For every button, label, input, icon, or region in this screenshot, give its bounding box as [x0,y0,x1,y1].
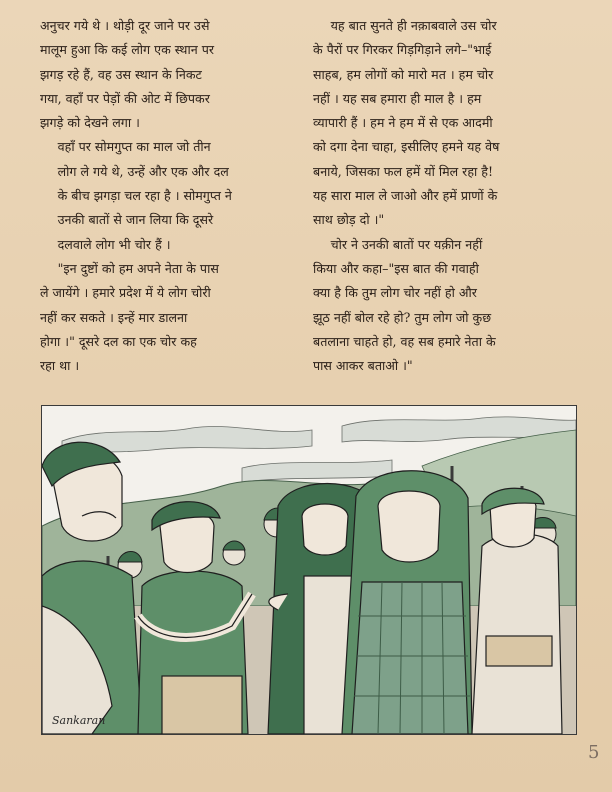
text-line: चोर ने उनकी बातों पर यक़ीन नहीं [330,236,483,252]
text-line: व्यापारी हैं । हम ने हम में से एक आदमी [313,115,493,131]
text-line: अनुचर गये थे । थोड़ी दूर जाने पर उसे [40,18,210,33]
text-line: बनाये, जिसका फल हमें यों मिल रहा है! [313,163,494,179]
text-line: मालूम हुआ कि कई लोग एक स्थान पर [40,42,215,58]
text-line: रहा था । [40,358,80,374]
text-line: उनकी बातों से जान लिया कि दूसरे [57,212,214,228]
text-line: के बीच झगड़ा चल रहा है । सोमगुप्त ने [57,188,232,204]
text-line: झगड़ रहे हैं, वह उस स्थान के निकट [40,66,202,82]
text-line: यह सारा माल ले जाओ और हमें प्राणों के [313,188,498,204]
text-line: झूठ नहीं बोल रहे हो? तुम लोग जो कुछ [313,309,492,325]
paragraph [40,14,306,135]
text-line: के पैरों पर गिरकर गिड़गिड़ाने लगे–"भाई [313,42,492,58]
text-line: पास आकर बताओ ।" [313,358,413,374]
text-line: दलवाले लोग भी चोर हैं । [57,236,171,252]
text-line: को दगा देना चाहा, इसीलिए हमने यह वेष [313,139,500,155]
text-line: होगा ।" दूसरे दल का एक चोर कह [40,333,197,349]
text-line: नहीं कर सकते । इन्हें मार डालना [40,309,188,325]
text-line: ले जायेंगे । हमारे प्रदेश में ये लोग चोरी [40,285,211,301]
text-line: साथ छोड़ दो ।" [313,212,385,228]
artist-signature: Sankaran [52,714,106,727]
text-line: बतलाना चाहते हो, वह सब हमारे नेता के [313,333,496,349]
paragraph [313,233,579,379]
text-line: किया और कहा–"इस बात की गवाही [313,260,479,276]
text-line: "इन दुष्टों को हम अपने नेता के पास [57,260,219,276]
right-text-column [313,14,579,378]
text-line: नहीं । यह सब हमारा ही माल है । हम [313,90,482,106]
text-line: गया, वहाँ पर पेड़ों की ओट में छिपकर [40,90,210,106]
text-line: लोग ले गये थे, उन्हें और एक और दल [57,163,229,179]
illustration-drawing [42,406,576,734]
page-number: 5 [588,742,600,763]
text-line: यह बात सुनते ही नक़ाबवाले उस चोर [330,18,497,33]
left-text-column [40,14,306,378]
paragraph [313,14,579,233]
story-illustration [41,405,577,735]
text-line: झगड़े को देखने लगा । [40,115,140,131]
text-line: साहब, हम लोगों को मारो मत । हम चोर [313,66,494,82]
text-line: वहाँ पर सोमगुप्त का माल जो तीन [57,139,211,155]
text-line: क्या है कि तुम लोग चोर नहीं हो और [313,285,477,301]
paragraph [40,257,306,378]
plaid-robed-man [342,471,472,734]
paragraph [40,135,306,256]
